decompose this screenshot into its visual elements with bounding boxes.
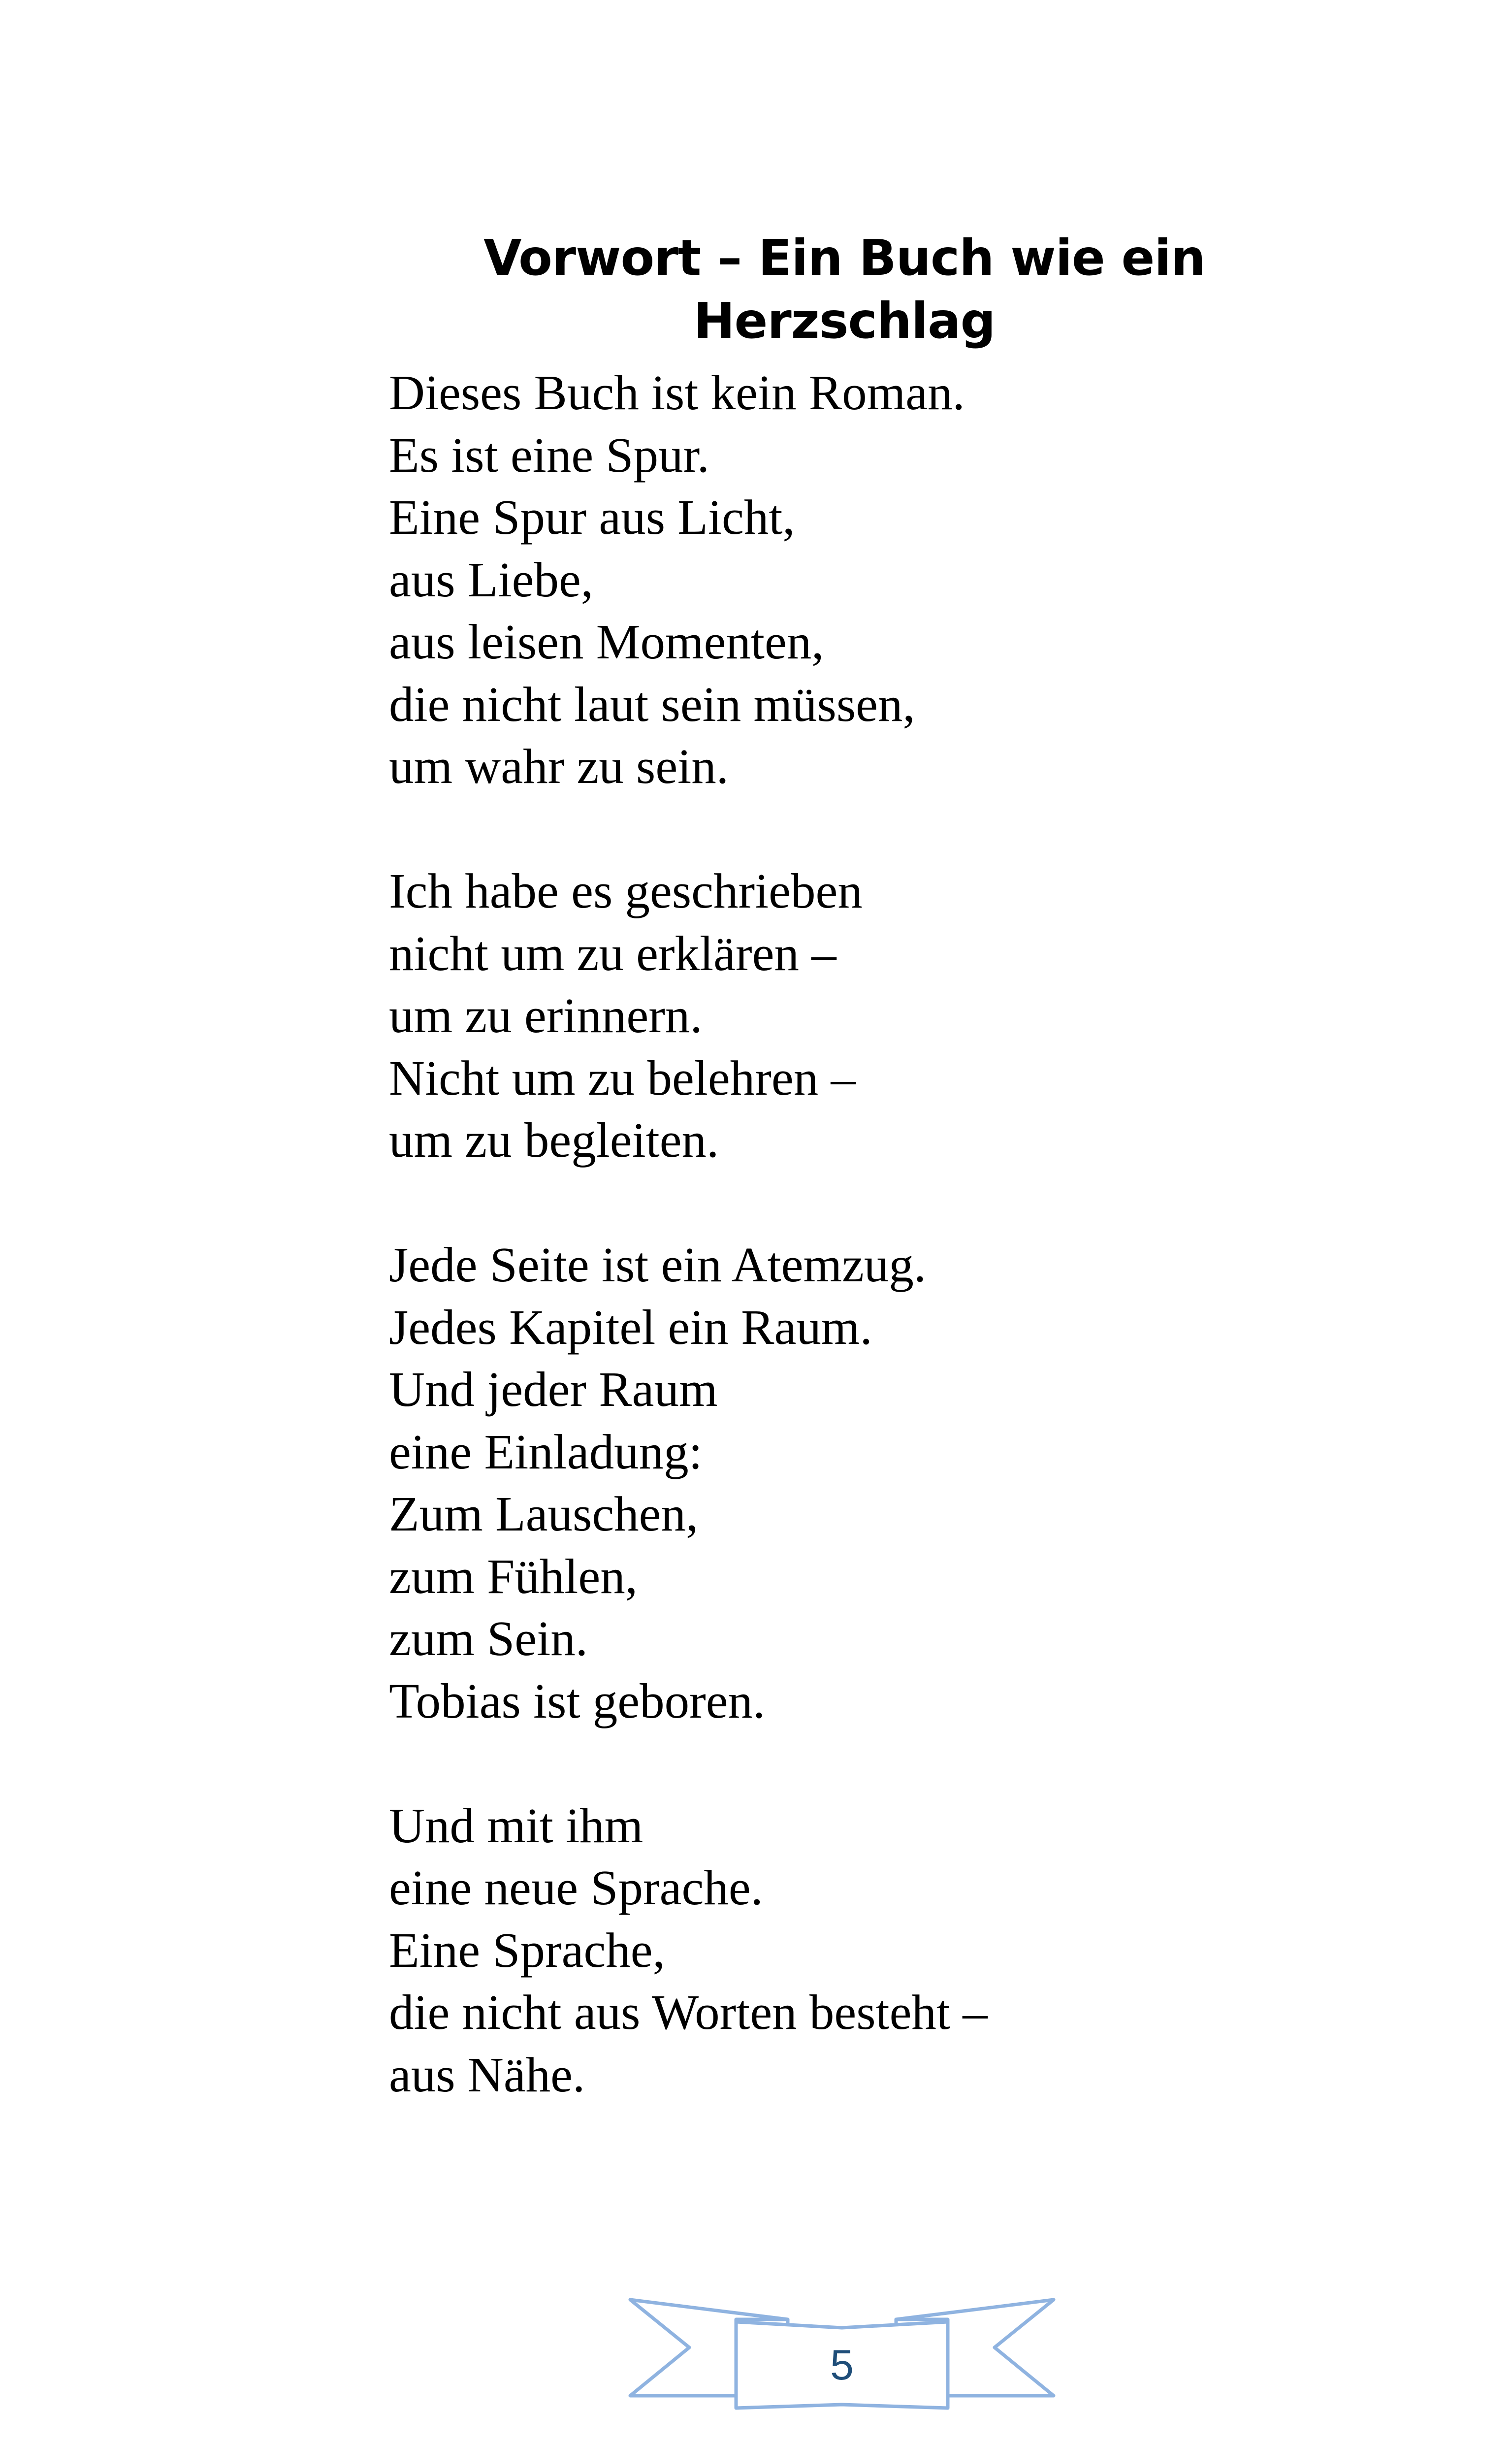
poem-line: zum Sein. <box>389 1611 588 1666</box>
poem-line: um zu erinnern. <box>389 988 703 1043</box>
poem-line: Und jeder Raum <box>389 1362 718 1417</box>
poem-body <box>389 361 1324 2106</box>
page-number: 5 <box>830 2342 854 2389</box>
poem-line: Jede Seite ist ein Atemzug. <box>389 1237 927 1292</box>
poem-line: Tobias ist geboren. <box>389 1673 766 1728</box>
poem-line: eine Einladung: <box>389 1424 703 1479</box>
stanza-2 <box>389 860 1324 1172</box>
page-title <box>384 227 1305 353</box>
poem-line: Jedes Kapitel ein Raum. <box>389 1299 872 1355</box>
poem-line: Dieses Buch ist kein Roman. <box>389 365 965 420</box>
poem-line: Es ist eine Spur. <box>389 427 709 483</box>
poem-line: zum Fühlen, <box>389 1548 638 1604</box>
poem-line: Eine Spur aus Licht, <box>389 489 795 545</box>
poem-line: Ich habe es geschrieben <box>389 863 863 918</box>
title-line-2: Herzschlag <box>693 292 996 350</box>
poem-line: Zum Lauschen, <box>389 1486 699 1541</box>
poem-line: aus Liebe, <box>389 552 594 607</box>
poem-line: Eine Sprache, <box>389 1922 665 1978</box>
poem-line: Nicht um zu belehren – <box>389 1050 856 1106</box>
poem-line: um zu begleiten. <box>389 1112 719 1168</box>
stanza-3 <box>389 1234 1324 1732</box>
poem-line: Und mit ihm <box>389 1797 643 1853</box>
stanza-4 <box>389 1794 1324 2106</box>
poem-line: die nicht aus Worten besteht – <box>389 1985 988 2040</box>
poem-line: eine neue Sprache. <box>389 1860 763 1915</box>
poem-line: nicht um zu erklären – <box>389 925 836 981</box>
poem-line: die nicht laut sein müssen, <box>389 676 915 732</box>
poem-line: um wahr zu sein. <box>389 739 729 794</box>
stanza-1 <box>389 361 1324 798</box>
title-line-1: Vorwort – Ein Buch wie ein <box>483 229 1205 287</box>
poem-line: aus leisen Momenten, <box>389 614 824 669</box>
poem-line: aus Nähe. <box>389 2047 585 2102</box>
